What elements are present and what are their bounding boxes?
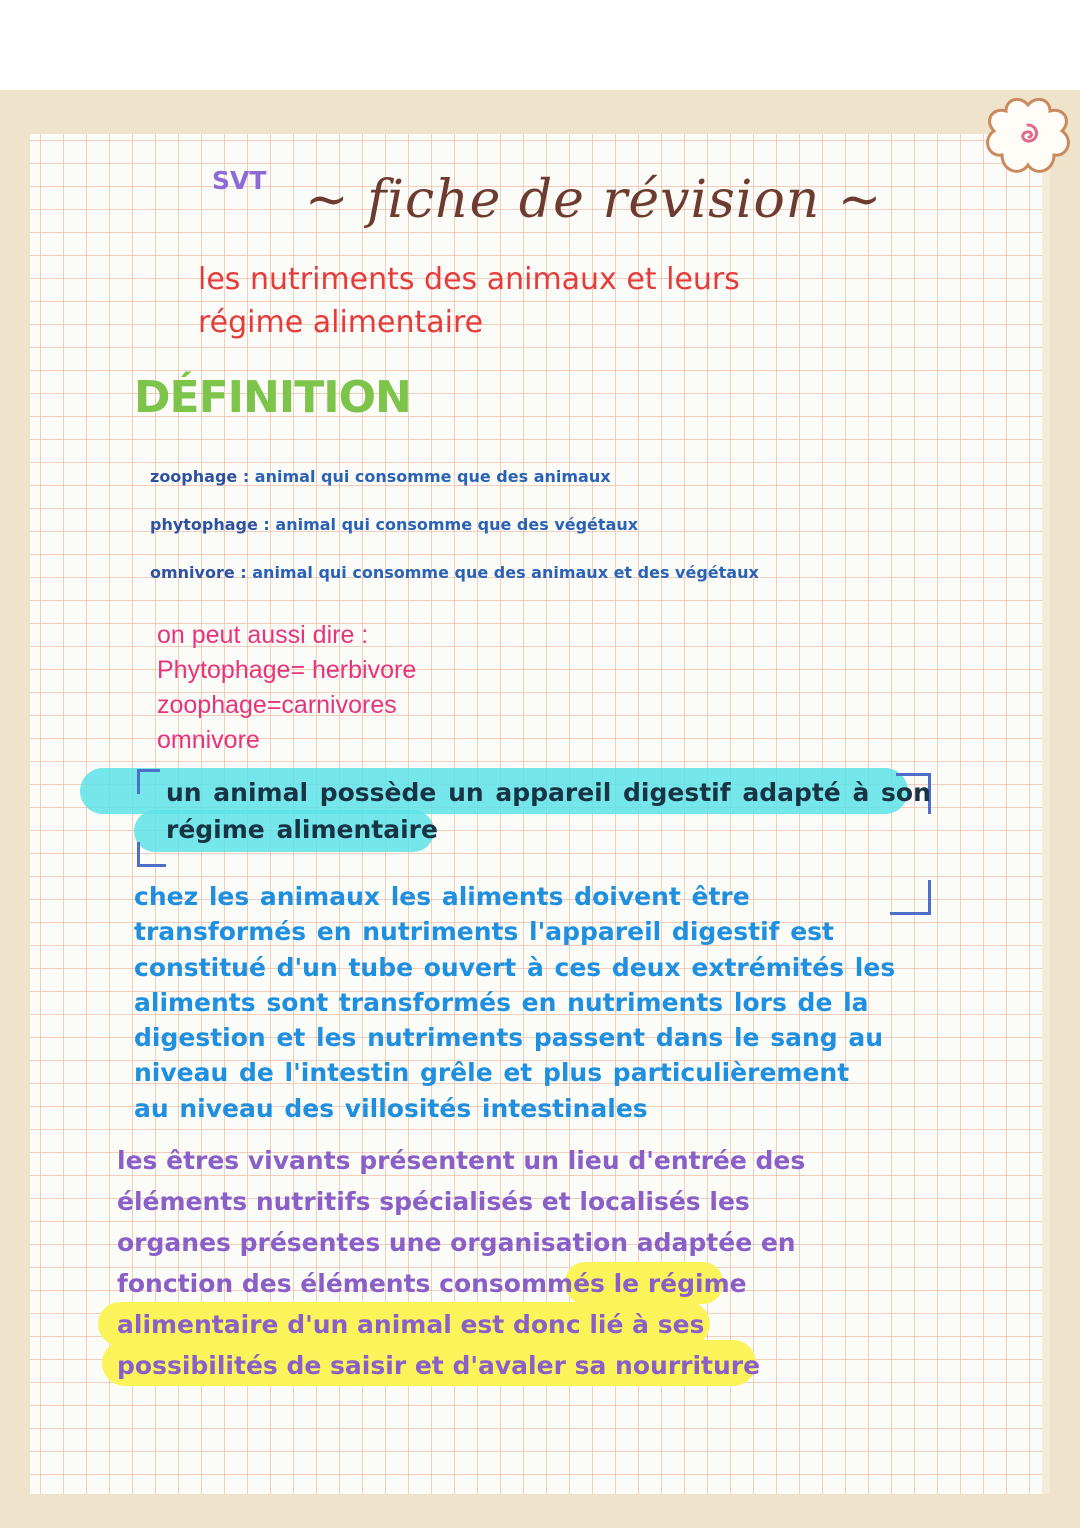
synonyms-note: on peut aussi dire : Phytophage= herbivore zoophage=carnivores omnivore	[157, 621, 417, 754]
definition-text: animal qui consomme que des végétaux	[275, 515, 639, 534]
subject-label: SVT	[212, 166, 267, 195]
bracket-mark	[890, 880, 931, 915]
definition-text: animal qui consomme que des animaux	[254, 467, 611, 486]
paper-edge	[1042, 134, 1050, 1494]
definition-heading: DÉFINITION	[134, 372, 411, 423]
definition-separator: :	[237, 467, 255, 486]
flower-icon	[984, 95, 1072, 179]
definition-item	[150, 563, 759, 582]
digestion-paragraph: chez les animaux les aliments doivent être transformés en nutriments l'appareil digestif est constitué d'un tube ouvert à ces deux extrémités les aliments sont transformés en nutriments lors de la digestion et les nutriments passent dans le sang au niveau de l'intestin grêle et plus particulièrement au niveau des villosités intestinales	[134, 882, 896, 1123]
key-point: un animal possède un appareil digestif adapté à son régime alimentaire	[166, 778, 931, 844]
bracket-mark	[137, 769, 160, 794]
definition-item	[150, 467, 611, 486]
living-paragraph: les êtres vivants présentent un lieu d'entrée des éléments nutritifs spécialisés et localisés les organes présentes une organisation adaptée en fonction des éléments consommés le régime alimentaire d'un animal est donc lié à ses possibilités de saisir et d'avaler sa nourriture	[117, 1146, 806, 1380]
definition-term: omnivore	[150, 563, 235, 582]
bracket-mark	[137, 842, 166, 867]
page-title: ~ fiche de révision ~	[305, 170, 883, 230]
definition-term: phytophage	[150, 515, 258, 534]
definition-separator: :	[257, 515, 276, 534]
definition-term: zoophage	[150, 467, 238, 486]
page-subtitle: les nutriments des animaux et leurs régime alimentaire	[198, 262, 740, 340]
definition-separator: :	[234, 563, 253, 582]
definition-item	[150, 515, 638, 534]
definition-text: animal qui consomme que des animaux et des végétaux	[252, 563, 759, 582]
